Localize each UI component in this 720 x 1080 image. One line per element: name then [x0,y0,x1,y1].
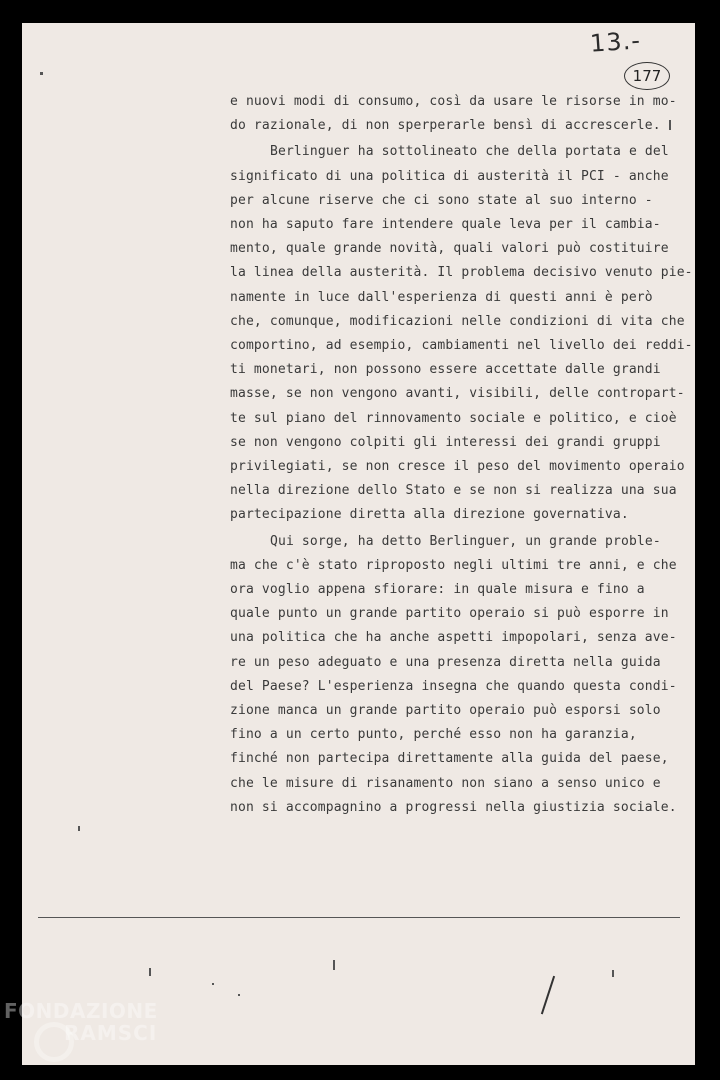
paper-speck [669,120,671,130]
text-line: nella direzione dello Stato e se non si realizza una sua [230,483,677,499]
fondazione-gramsci-watermark [4,1000,158,1044]
text-line: fino a un certo punto, perché esso non ha garanzia, [230,727,637,743]
text-line: namente in luce dall'esperienza di questi anni è però [230,289,653,305]
text-line: non ha saputo fare intendere quale leva per il cambia- [230,217,661,233]
text-line: e nuovi modi di consumo, così da usare le risorse in mo- [230,94,677,109]
paper-speck [78,826,80,831]
handwritten-page-number: 13.- [589,26,642,58]
text-line: che le misure di risanamento non siano a senso unico e [230,775,661,791]
paper-speck [212,983,214,985]
paper-speck [612,970,614,977]
typed-text-body [230,90,693,820]
text-line: privilegiati, se non cresce il peso del movimento operaio [230,459,685,475]
text-line: Qui sorge, ha detto Berlinguer, un grande proble- [270,533,661,549]
text-line: te sul piano del rinnovamento sociale e politico, e cioè [230,410,677,426]
circled-archive-number: 177 [624,62,670,90]
text-line: Berlinguer ha sottolineato che della portata e del [270,144,669,160]
paper-speck [333,960,335,970]
text-line: ma che c'è stato riproposto negli ultimi tre anni, e che [230,557,677,573]
paper-speck [40,72,43,75]
text-line: per alcune riserve che ci sono state al suo interno - [230,192,653,208]
watermark-line-2: RAMSCI [64,1021,158,1045]
text-line: che, comunque, modificazioni nelle condizioni di vita che [230,313,685,329]
text-line: comportino, ad esempio, cambiamenti nel livello dei reddi- [230,338,693,354]
text-line: significato di una politica di austerità il PCI - anche [230,168,669,184]
text-line: zione manca un grande partito operaio può esporsi solo [230,703,661,719]
watermark-line-1: FONDAZIONE [4,999,158,1023]
paper-speck [238,994,240,996]
text-line: non si accompagnino a progressi nella giustizia sociale. [230,799,677,815]
text-line: quale punto un grande partito operaio si può esporre in [230,606,669,622]
text-line: del Paese? L'esperienza insegna che quando questa condi- [230,678,677,694]
text-line: se non vengono colpiti gli interessi dei grandi gruppi [230,434,661,450]
text-line: partecipazione diretta alla direzione governativa. [230,507,629,523]
text-line: ora voglio appena sfiorare: in quale misura e fino a [230,582,645,598]
horizontal-divider-line [38,917,680,918]
paper-speck [149,968,151,976]
text-line: mento, quale grande novità, quali valori può costituire [230,241,669,257]
text-line: do razionale, di non sperperarle bensì di accrescerle. [230,118,661,134]
text-line: re un peso adeguato e una presenza diretta nella guida [230,654,661,670]
text-line: la linea della austerità. Il problema decisivo venuto pie- [230,265,693,281]
text-line: una politica che ha anche aspetti impopolari, senza ave- [230,630,677,646]
text-line: finché non partecipa direttamente alla guida del paese, [230,751,669,767]
text-line: ti monetari, non possono essere accettate dalle grandi [230,362,661,378]
text-line: masse, se non vengono avanti, visibili, delle contropart- [230,386,685,402]
